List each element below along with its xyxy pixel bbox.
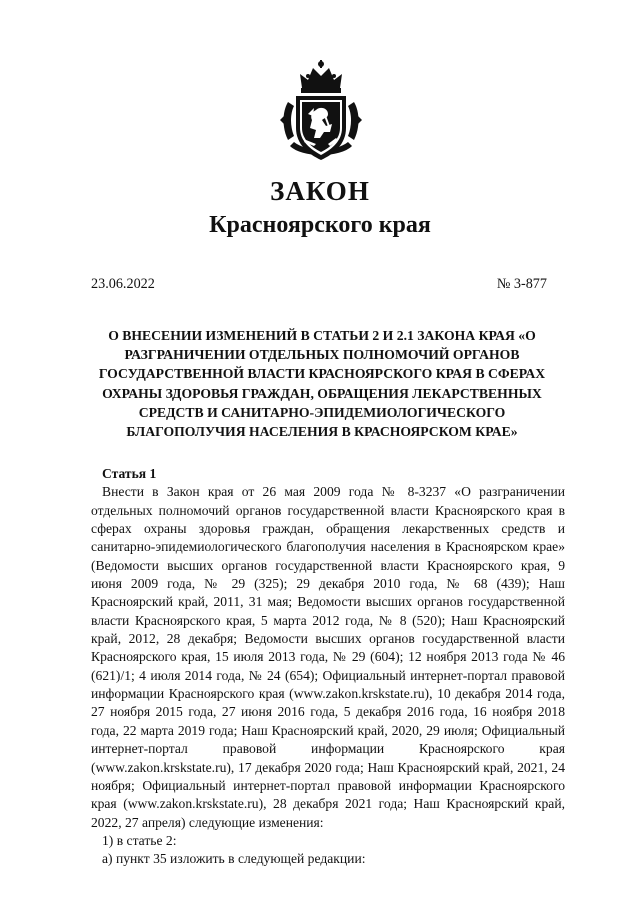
list-item: 1) в статье 2: — [102, 832, 177, 848]
law-number: № 3-877 — [496, 276, 547, 292]
law-subject-heading: О ВНЕСЕНИИ ИЗМЕНЕНИЙ В СТАТЬИ 2 И 2.1 ЗАКОНА КРАЯ «О РАЗГРАНИЧЕНИИ ОТДЕЛЬНЫХ ПОЛНОМОЧИЙ ОРГАНОВ ГОСУДАРСТВЕННОЙ ВЛАСТИ КРАСНОЯРСКОГО КРАЯ В СФЕРАХ ОХРАНЫ ЗДОРОВЬЯ ГРАЖДАН, ОБРАЩЕНИЯ ЛЕКАРСТВЕННЫХ СРЕДСТВ И САНИТАРНО-ЭПИДЕМИОЛОГИЧЕСКОГО БЛАГОПОЛУЧИЯ НАСЕЛЕНИЯ В КРАСНОЯРСКОМ КРАЕ» — [98, 328, 546, 440]
article-paragraph: Внести в Закон края от 26 мая 2009 года № 8-3237 «О разграничении отдельных полномочий органов государственной власти Красноярского края в сферах охраны здоровья граждан, обращения лекарственных средств и санитарно-эпидемиологического благополучия населения в Красноярском крае» (Ведомости высших органов государственной власти Красноярского края, 9 июня 2009 года, № 29 (325); 29 декабря 2010 года, № 68 (439); Наш Красноярский край, 2011, 31 мая; Ведомости высших органов государственной власти Красноярского края, 5 марта 2012 года, № 8 (520); Наш Красноярский край, 2012, 28 декабря; Ведомости высших органов государственной власти Красноярского края, 15 июля 2013 года, № 29 (604); 12 ноября 2013 года № 46 (621)/1; 4 июля 2014 года, № 24 (654); Официальный интернет-портал правовой информации Красноярского края (www.zakon.krskstate.ru), 10 декабря 2014 года, 27 ноября 2015 года, 27 июня 2016 года, 5 декабря 2016 года, 16 ноября 2018 года, 22 марта 2019 года; Наш Красноярский край, 2020, 29 июля; Официальный интернет-портал правовой информации Красноярского края (www.zakon.krskstate.ru), 17 декабря 2020 года; Наш Красноярский край, 2021, 24 ноября; Официальный интернет-портал правовой информации Красноярского края (www.zakon.krskstate.ru), 28 декабря 2021 года; Наш Красноярский край, 2022, 27 апреля) следующие изменения: — [91, 484, 565, 830]
region-subtitle: Красноярского края — [209, 212, 431, 238]
law-date: 23.06.2022 — [91, 276, 155, 292]
date-number-row — [91, 276, 547, 293]
coat-of-arms-emblem — [280, 58, 362, 170]
document-type-title: ЗАКОН — [270, 176, 370, 206]
article-body — [91, 465, 565, 869]
article-heading: Статья 1 — [102, 466, 157, 481]
list-item: а) пункт 35 изложить в следующей редакции: — [102, 851, 366, 867]
